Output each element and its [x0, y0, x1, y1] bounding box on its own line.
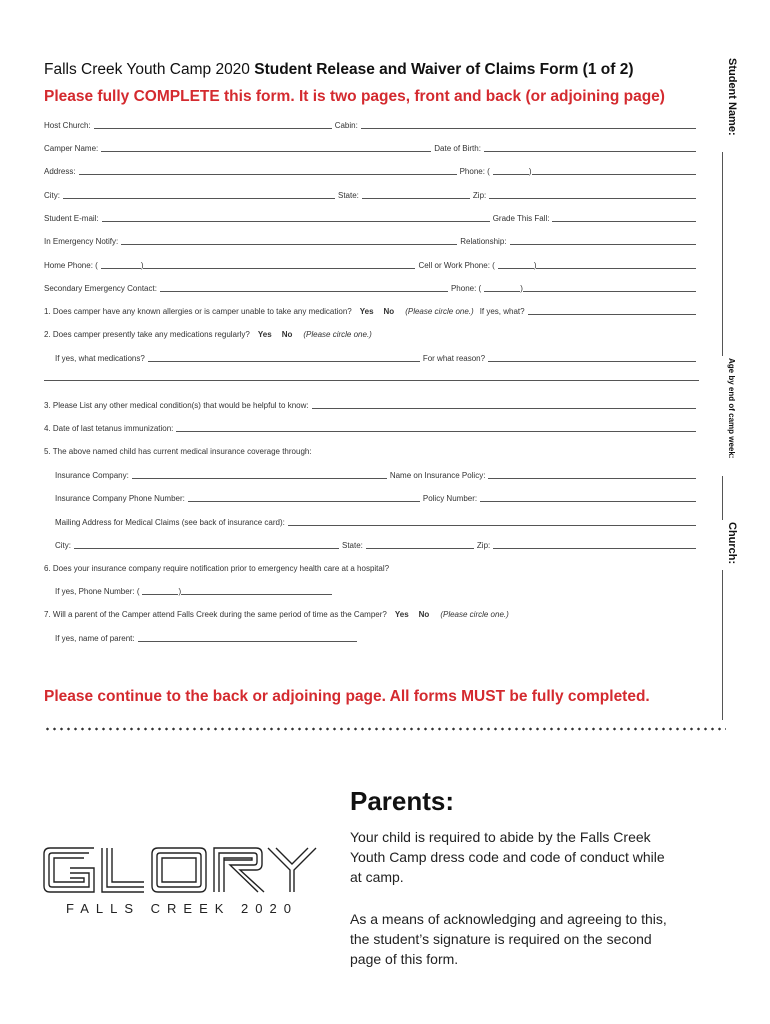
cabin-label: Cabin: — [334, 121, 358, 130]
church-label: Church: — [726, 522, 738, 565]
question-7-row — [44, 606, 699, 620]
secondary-contact-row — [44, 280, 699, 294]
phone-area-code-field[interactable] — [493, 174, 529, 175]
question-1-text: 1. Does camper have any known allergies or is camper unable to take any medication? — [44, 307, 352, 316]
insurance-company-field[interactable] — [132, 478, 387, 479]
question-1-row — [44, 303, 699, 317]
email-row — [44, 210, 699, 224]
home-phone-label: Home Phone: ( — [44, 261, 98, 270]
zip-field[interactable] — [489, 198, 696, 199]
emergency-row — [44, 233, 699, 247]
phone2-close-paren: ) — [520, 284, 523, 293]
cabin-field[interactable] — [361, 128, 696, 129]
claims-zip-field[interactable] — [493, 548, 696, 549]
address-field[interactable] — [79, 174, 457, 175]
question-7-parent-label: If yes, name of parent: — [55, 634, 135, 643]
dotted-divider — [44, 727, 726, 731]
title-bold: Student Release and Waiver of Claims Form (1 of 2) — [254, 61, 634, 78]
state-label: State: — [338, 191, 359, 200]
question-2-no[interactable]: No — [281, 330, 293, 339]
camper-name-row — [44, 140, 699, 154]
dob-label: Date of Birth: — [434, 144, 481, 153]
insurance-company-row — [55, 467, 699, 481]
address-row — [44, 163, 699, 177]
camper-name-label: Camper Name: — [44, 144, 99, 153]
phone-field[interactable] — [532, 174, 697, 175]
question-7-circle-note: (Please circle one.) — [440, 610, 509, 619]
mailing-address-row — [55, 514, 699, 528]
claims-state-field[interactable] — [366, 548, 474, 549]
question-7-no[interactable]: No — [418, 610, 430, 619]
glory-logo — [40, 840, 320, 905]
question-1-circle-note: (Please circle one.) — [405, 307, 474, 316]
question-1-yes[interactable]: Yes — [359, 307, 374, 316]
camper-name-field[interactable] — [101, 151, 431, 152]
phone-close-paren: ) — [528, 167, 532, 176]
policy-number-field[interactable] — [480, 501, 696, 502]
phone2-label: Phone: ( — [450, 284, 482, 293]
cell-phone-field[interactable] — [536, 268, 696, 269]
insurance-name-field[interactable] — [488, 478, 696, 479]
insurance-phone-row — [55, 490, 699, 504]
secondary-contact-label: Secondary Emergency Contact: — [44, 284, 157, 293]
home-phone-area-field[interactable] — [101, 268, 141, 269]
parents-paragraph-2: As a means of acknowledging and agreeing to this, the student’s signature is required on the second page of this form. — [350, 911, 667, 967]
city-label: City: — [44, 191, 60, 200]
host-church-label: Host Church: — [44, 121, 91, 130]
side-panel — [720, 56, 738, 721]
question-4-field[interactable] — [176, 431, 696, 432]
parents-heading: Parents: — [350, 786, 455, 816]
claims-zip-label: Zip: — [476, 541, 491, 550]
emergency-label: In Emergency Notify: — [44, 237, 119, 246]
grade-field[interactable] — [552, 221, 696, 222]
cell-phone-close-paren: ) — [533, 261, 537, 270]
question-2-reason-field[interactable] — [488, 361, 696, 362]
dob-field[interactable] — [484, 151, 696, 152]
question-1-no[interactable]: No — [383, 307, 395, 316]
question-2-row — [44, 326, 699, 340]
continue-note: Please continue to the back or adjoining page. All forms MUST be fully completed. — [44, 688, 650, 705]
church-field[interactable] — [722, 570, 723, 720]
age-field[interactable] — [722, 476, 723, 520]
question-2-meds-field[interactable] — [148, 361, 420, 362]
title-plain: Falls Creek Youth Camp 2020 — [44, 61, 255, 78]
question-6-phone-row — [55, 583, 335, 597]
question-2-text: 2. Does camper presently take any medications regularly? — [44, 330, 250, 339]
grade-label: Grade This Fall: — [492, 214, 550, 223]
home-phone-close-paren: ) — [140, 261, 144, 270]
city-row — [44, 187, 699, 201]
insurance-company-label: Insurance Company: — [55, 471, 129, 480]
question-2-reason-label: For what reason? — [422, 354, 486, 363]
question-3-row — [44, 397, 699, 411]
question-3-text: 3. Please List any other medical condition(s) that would be helpful to know: — [44, 401, 309, 410]
question-2-yes[interactable]: Yes — [257, 330, 272, 339]
question-7-parent-field[interactable] — [138, 641, 357, 642]
phone2-field[interactable] — [523, 291, 696, 292]
question-2-meds-label: If yes, what medications? — [55, 354, 145, 363]
state-field[interactable] — [362, 198, 470, 199]
cell-phone-label: Cell or Work Phone: ( — [418, 261, 495, 270]
question-1-ifyes-field[interactable] — [528, 314, 696, 315]
age-label: Age by end of camp week: — [727, 358, 736, 459]
question-2-meds-row — [55, 350, 699, 364]
relationship-field[interactable] — [510, 244, 697, 245]
city-field[interactable] — [63, 198, 335, 199]
question-2-extra-line[interactable] — [44, 380, 699, 381]
mailing-address-label: Mailing Address for Medical Claims (see back of insurance card): — [55, 518, 285, 527]
mailing-address-field[interactable] — [288, 525, 696, 526]
phone2-area-field[interactable] — [484, 291, 520, 292]
home-phone-field[interactable] — [143, 268, 415, 269]
claims-city-label: City: — [55, 541, 71, 550]
host-church-field[interactable] — [94, 128, 332, 129]
emergency-field[interactable] — [121, 244, 457, 245]
question-5-row — [44, 443, 699, 457]
student-name-field[interactable] — [722, 152, 723, 356]
insurance-phone-label: Insurance Company Phone Number: — [55, 494, 185, 503]
claims-city-field[interactable] — [74, 548, 339, 549]
host-church-row — [44, 117, 699, 131]
insurance-name-label: Name on Insurance Policy: — [389, 471, 486, 480]
question-3-field[interactable] — [312, 408, 696, 409]
claims-state-label: State: — [342, 541, 363, 550]
zip-label: Zip: — [472, 191, 487, 200]
cell-phone-area-field[interactable] — [498, 268, 534, 269]
email-field[interactable] — [102, 221, 490, 222]
question-6-close-paren: ) — [178, 587, 182, 596]
question-7-text: 7. Will a parent of the Camper attend Falls Creek during the same period of time as the Camper? — [44, 610, 387, 619]
insurance-phone-field[interactable] — [188, 501, 420, 502]
secondary-contact-field[interactable] — [160, 291, 448, 292]
question-7-yes[interactable]: Yes — [394, 610, 409, 619]
phone-label: Phone: ( — [459, 167, 490, 176]
question-4-text: 4. Date of last tetanus immunization: — [44, 424, 174, 433]
question-6-phone-field[interactable] — [181, 594, 332, 595]
glory-logo-art — [40, 840, 320, 900]
logo-subtitle: FALLS CREEK 2020 — [66, 901, 298, 916]
question-2-circle-note: (Please circle one.) — [303, 330, 372, 339]
question-6-area-field[interactable] — [142, 594, 178, 595]
home-phone-row — [44, 257, 699, 271]
relationship-label: Relationship: — [460, 237, 507, 246]
claims-city-row — [55, 537, 699, 551]
address-label: Address: — [44, 167, 76, 176]
question-7-parent-row — [55, 630, 360, 644]
email-label: Student E-mail: — [44, 214, 99, 223]
form-subtitle: Please fully COMPLETE this form. It is two pages, front and back (or adjoining page) — [44, 88, 665, 105]
question-6-row — [44, 560, 699, 574]
student-name-label: Student Name: — [726, 58, 738, 136]
question-1-ifyes-label: If yes, what? — [479, 307, 525, 316]
question-6-phone-label: If yes, Phone Number: ( — [55, 587, 140, 596]
form-title — [44, 61, 634, 79]
question-5-text: 5. The above named child has current medical insurance coverage through: — [44, 447, 312, 456]
question-6-text: 6. Does your insurance company require notification prior to emergency health care at a hospital? — [44, 564, 390, 573]
question-4-row — [44, 420, 699, 434]
policy-number-label: Policy Number: — [422, 494, 478, 503]
parents-paragraph-1: Your child is required to abide by the Falls Creek Youth Camp dress code and code of conduct while at camp. — [350, 829, 665, 885]
